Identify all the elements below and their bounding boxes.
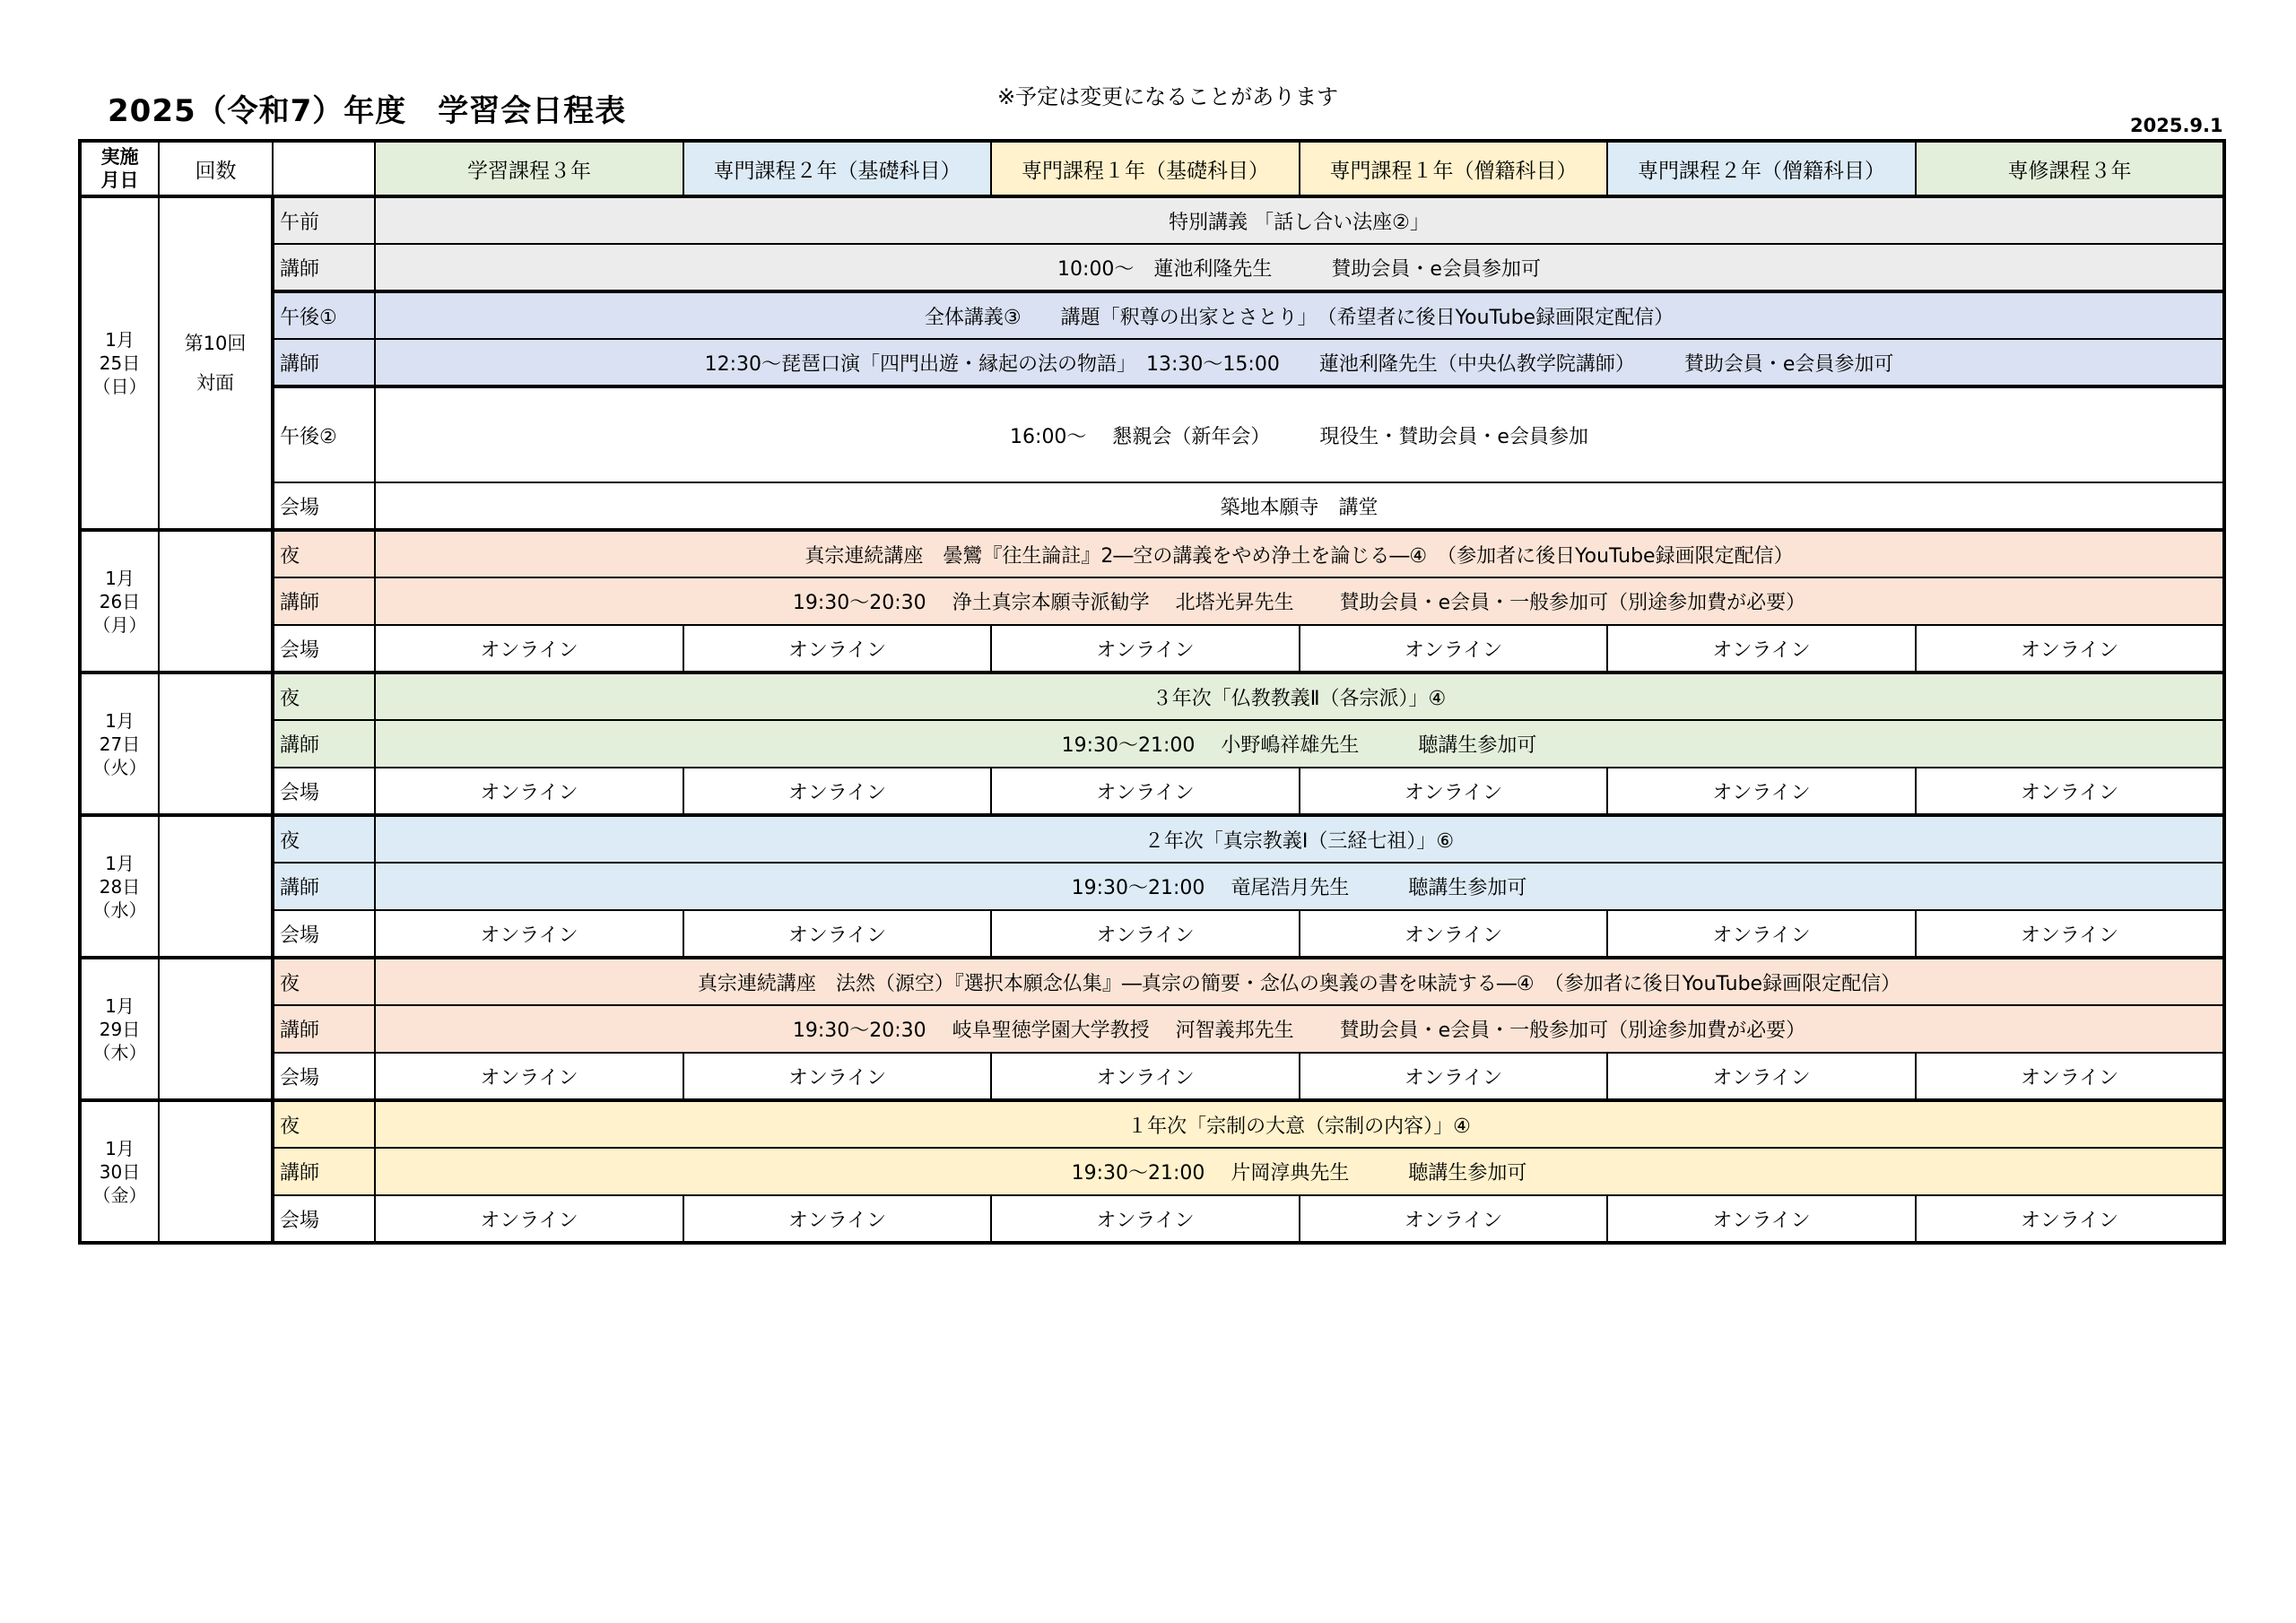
table-row (80, 673, 2224, 720)
venue-cell: オンライン (683, 910, 991, 958)
table-row (80, 1195, 2224, 1243)
venue-cell: オンライン (375, 625, 683, 673)
row-label: 夜 (273, 673, 375, 720)
table-row (80, 768, 2224, 815)
table-row (80, 386, 2224, 482)
table-row (80, 244, 2224, 291)
session-title: ３年次「仏教教義Ⅱ（各宗派）」④ (375, 673, 2224, 720)
header-date: 実施 月日 (80, 141, 159, 196)
header-course-3: 専門課程１年（基礎科目） (991, 141, 1300, 196)
venue-cell: オンライン (1607, 1053, 1916, 1100)
date-cell: 1月 27日 （火） (80, 673, 159, 815)
table-row (80, 625, 2224, 673)
venue-cell: オンライン (991, 1053, 1300, 1100)
table-row (80, 1100, 2224, 1148)
round-cell (159, 1100, 273, 1243)
round-cell (159, 958, 273, 1100)
row-label: 会場 (273, 1195, 375, 1243)
table-row (80, 863, 2224, 910)
table-row (80, 958, 2224, 1005)
row-label: 講師 (273, 863, 375, 910)
row-label: 午後① (273, 291, 375, 339)
row-label: 講師 (273, 577, 375, 625)
row-label: 夜 (273, 530, 375, 577)
venue-cell: 築地本願寺 講堂 (375, 482, 2224, 530)
row-label: 会場 (273, 910, 375, 958)
table-row (80, 720, 2224, 768)
date-cell: 1月 25日 （日） (80, 196, 159, 530)
page-title: 2025（令和7）年度 学習会日程表 (108, 93, 627, 129)
lecturer-info: 10:00～ 蓮池利隆先生 賛助会員・e会員参加可 (375, 244, 2224, 291)
table-row (80, 1053, 2224, 1100)
session-title: 真宗連続講座 曇鸞『往生論註』2―空の講義をやめ浄土を論じる―④ （参加者に後日YouTube録画限定配信） (375, 530, 2224, 577)
schedule-table (78, 139, 2226, 1245)
round-cell (159, 815, 273, 958)
table-row (80, 196, 2224, 244)
row-label: 夜 (273, 815, 375, 863)
header-course-4: 専門課程１年（僧籍科目） (1300, 141, 1607, 196)
venue-cell: オンライン (1300, 625, 1607, 673)
venue-cell: オンライン (375, 910, 683, 958)
header-label-blank (273, 141, 375, 196)
row-label: 会場 (273, 482, 375, 530)
header-course-5: 専門課程２年（僧籍科目） (1607, 141, 1916, 196)
header-round: 回数 (159, 141, 273, 196)
header-course-2: 専門課程２年（基礎科目） (683, 141, 991, 196)
row-label: 午前 (273, 196, 375, 244)
row-label: 講師 (273, 720, 375, 768)
session-title: ２年次「真宗教義Ⅰ（三経七祖）」⑥ (375, 815, 2224, 863)
venue-cell: オンライン (991, 1195, 1300, 1243)
table-row (80, 291, 2224, 339)
venue-cell: オンライン (991, 625, 1300, 673)
venue-cell: オンライン (1300, 768, 1607, 815)
row-label: 夜 (273, 958, 375, 1005)
row-label: 会場 (273, 625, 375, 673)
venue-cell: オンライン (683, 1195, 991, 1243)
venue-cell: オンライン (1916, 768, 2224, 815)
table-row (80, 910, 2224, 958)
round-cell (159, 673, 273, 815)
round-cell (159, 530, 273, 673)
date-cell: 1月 29日 （木） (80, 958, 159, 1100)
lecturer-info: 12:30～琵琶口演「四門出遊・縁起の法の物語」 13:30～15:00 蓮池利隆先生（中央仏教学院講師） 賛助会員・e会員参加可 (375, 339, 2224, 386)
table-row (80, 815, 2224, 863)
row-label: 講師 (273, 244, 375, 291)
row-label: 講師 (273, 339, 375, 386)
venue-cell: オンライン (1300, 1195, 1607, 1243)
venue-cell: オンライン (1300, 1053, 1607, 1100)
venue-cell: オンライン (1607, 768, 1916, 815)
row-label: 会場 (273, 1053, 375, 1100)
session-title: 特別講義 「話し合い法座②」 (375, 196, 2224, 244)
lecturer-info: 19:30～21:00 片岡淳典先生 聴講生参加可 (375, 1148, 2224, 1195)
header-row (80, 141, 2224, 196)
header-course-6: 専修課程３年 (1916, 141, 2224, 196)
session-title: 真宗連続講座 法然（源空）『選択本願念仏集』―真宗の簡要・念仏の奥義の書を味読する―④ （参加者に後日YouTube録画限定配信） (375, 958, 2224, 1005)
venue-cell: オンライン (1916, 625, 2224, 673)
session-title: 16:00～ 懇親会（新年会） 現役生・賛助会員・e会員参加 (375, 386, 2224, 482)
venue-cell: オンライン (991, 768, 1300, 815)
table-row (80, 530, 2224, 577)
venue-cell: オンライン (683, 1053, 991, 1100)
lecturer-info: 19:30～20:30 浄土真宗本願寺派勧学 北塔光昇先生 賛助会員・e会員・一般参加可（別途参加費が必要） (375, 577, 2224, 625)
session-title: 全体講義③ 講題「釈尊の出家とさとり」 （希望者に後日YouTube録画限定配信） (375, 291, 2224, 339)
date-cell: 1月 30日 （金） (80, 1100, 159, 1243)
venue-cell: オンライン (1300, 910, 1607, 958)
row-label: 夜 (273, 1100, 375, 1148)
date-cell: 1月 26日 （月） (80, 530, 159, 673)
date-cell: 1月 28日 （水） (80, 815, 159, 958)
lecturer-info: 19:30～21:00 竜尾浩月先生 聴講生参加可 (375, 863, 2224, 910)
venue-cell: オンライン (683, 625, 991, 673)
table-row (80, 1005, 2224, 1053)
venue-cell: オンライン (991, 910, 1300, 958)
row-label: 午後② (273, 386, 375, 482)
row-label: 会場 (273, 768, 375, 815)
venue-cell: オンライン (375, 768, 683, 815)
table-row (80, 577, 2224, 625)
table-row (80, 339, 2224, 386)
lecturer-info: 19:30～21:00 小野嶋祥雄先生 聴講生参加可 (375, 720, 2224, 768)
issue-date: 2025.9.1 (2130, 115, 2223, 136)
row-label: 講師 (273, 1148, 375, 1195)
header-course-1: 学習課程３年 (375, 141, 683, 196)
table-row (80, 1148, 2224, 1195)
venue-cell: オンライン (375, 1195, 683, 1243)
table-row (80, 482, 2224, 530)
venue-cell: オンライン (1607, 910, 1916, 958)
venue-cell: オンライン (1916, 910, 2224, 958)
venue-cell: オンライン (1916, 1195, 2224, 1243)
round-cell: 第10回 対面 (159, 196, 273, 530)
venue-cell: オンライン (683, 768, 991, 815)
change-notice: ※予定は変更になることがあります (997, 84, 1339, 109)
row-label: 講師 (273, 1005, 375, 1053)
venue-cell: オンライン (1607, 625, 1916, 673)
venue-cell: オンライン (1607, 1195, 1916, 1243)
venue-cell: オンライン (375, 1053, 683, 1100)
session-title: １年次「宗制の大意（宗制の内容）」④ (375, 1100, 2224, 1148)
lecturer-info: 19:30～20:30 岐阜聖徳学園大学教授 河智義邦先生 賛助会員・e会員・一般参加可（別途参加費が必要） (375, 1005, 2224, 1053)
venue-cell: オンライン (1916, 1053, 2224, 1100)
